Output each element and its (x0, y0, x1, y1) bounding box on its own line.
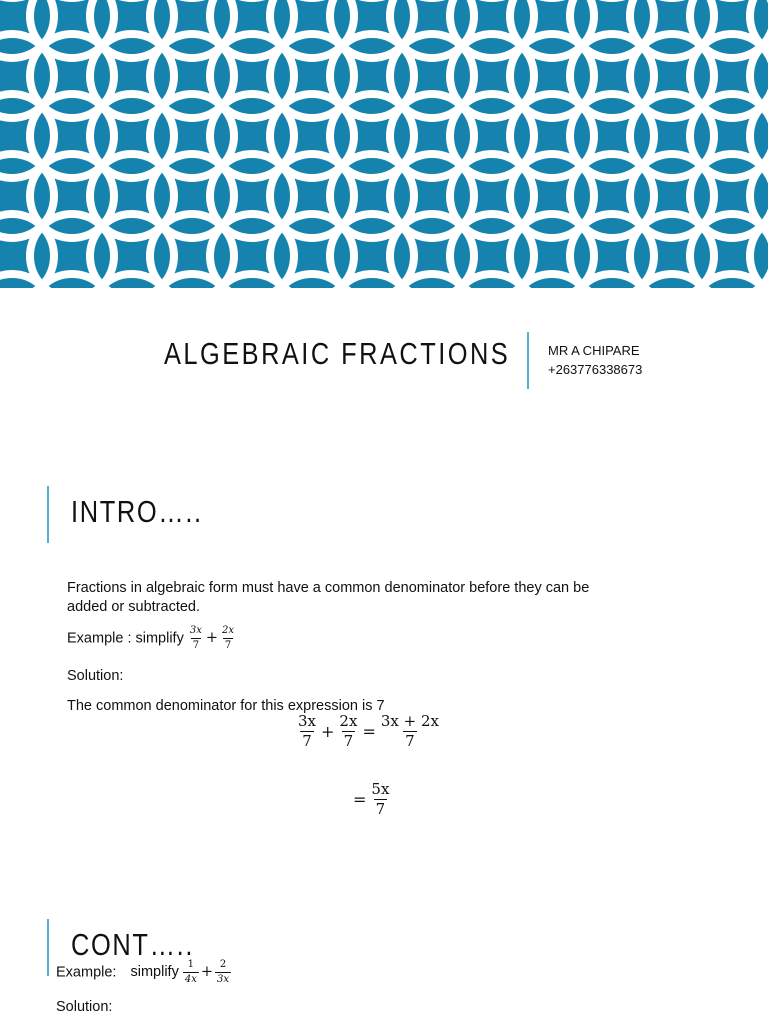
intro-heading: INTRO….. (71, 494, 203, 529)
cont-example-label: Example: (56, 964, 117, 981)
cont-heading: CONT….. (71, 927, 195, 962)
cont-example (56, 960, 231, 985)
author-info (548, 341, 642, 379)
step1-result: $\frac{3x + 2x}{7}$ (380, 712, 439, 750)
title-divider (527, 332, 529, 389)
cont-solution-label: Solution: (56, 999, 113, 1015)
step1-fraction-1: $\frac{3x}{7}$ (298, 712, 317, 750)
step1-fraction-2: $\frac{2x}{7}$ (339, 712, 358, 750)
intro-line-1: Fractions in algebraic form must have a common denominator before they can be (67, 580, 590, 596)
cont-accent-bar (47, 919, 49, 976)
title-block (0, 332, 768, 392)
author-name: MR A CHIPARE (548, 343, 640, 358)
intro-solution-label: Solution: (67, 668, 124, 684)
intro-accent-bar (47, 486, 49, 543)
solution-step-1: $\frac{3x}{7}$ + $\frac{2x}{7}$ = $\frac{3x + 2x}{7}$ (298, 712, 439, 750)
decorative-banner (0, 0, 768, 288)
example-fraction-2: $\frac{2x}{7}$ (222, 625, 235, 651)
page-title: ALGEBRAIC FRACTIONS (163, 336, 510, 371)
circle-pattern (0, 0, 768, 288)
cont-simplify-label: simplify (130, 964, 179, 981)
example-fraction-1: $\frac{3x}{7}$ (189, 625, 202, 651)
example-label: Example : simplify (67, 630, 184, 647)
intro-example (67, 626, 236, 651)
step2-result: $\frac{5x}{7}$ (371, 780, 390, 818)
plus-operator: + (205, 630, 219, 646)
cont-fraction-1: $\frac{1}{4x}$ (184, 959, 197, 985)
plus-operator: + (200, 964, 214, 980)
solution-step-2: = $\frac{5x}{7}$ (353, 780, 390, 818)
cont-fraction-2: $\frac{2}{3x}$ (217, 959, 230, 985)
common-denominator-text: The common denominator for this expression is 7 (67, 698, 385, 714)
intro-line-2: added or subtracted. (67, 599, 201, 615)
author-phone: +263776338673 (548, 362, 643, 377)
